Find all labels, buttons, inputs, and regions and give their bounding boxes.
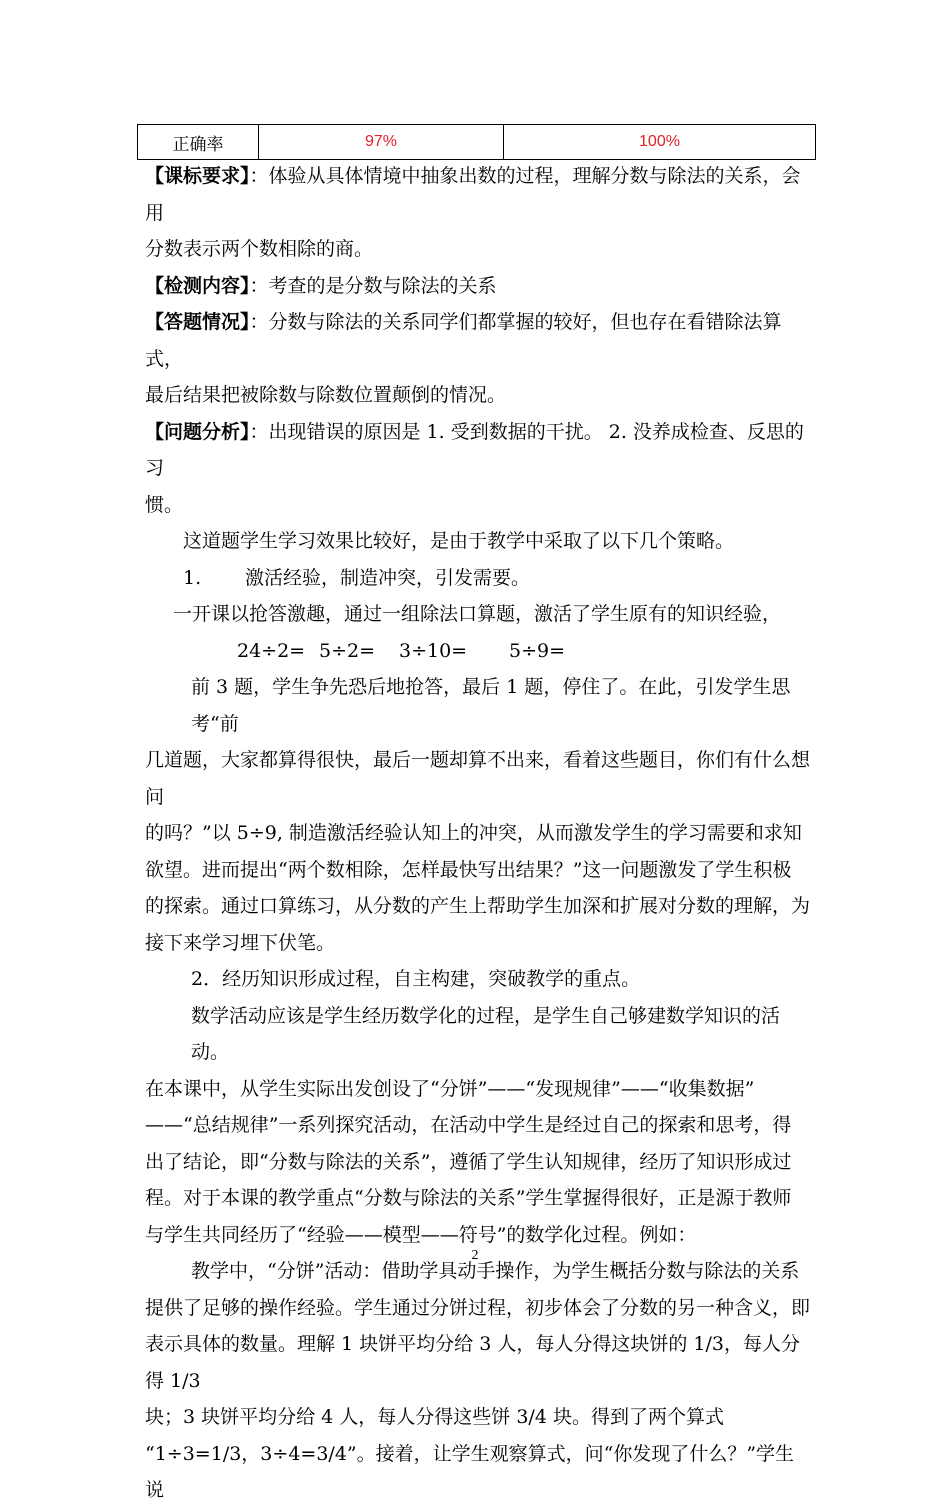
- paragraph-3-line: 与学生共同经历了“经验——模型——符号”的数学化过程。例如：: [145, 1223, 697, 1246]
- paragraph-4-line: 块；3 块饼平均分给 4 人，每人分得这些饼 3/4 块。得到了两个算式: [145, 1406, 724, 1428]
- paragraph-2-line: 的吗？”以 5÷9, 制造激活经验认知上的冲突，从而激发学生的学习需要和求知: [145, 822, 802, 844]
- jiance-line1: 【检测内容】：考查的是分数与除法的关系: [145, 274, 497, 297]
- paragraph-2-line: 前 3 题，学生争先恐后地抢答，最后 1 题，停住了。在此，引发学生思考“前: [191, 676, 791, 735]
- paragraph-3-line: 数学活动应该是学生经历数学化的过程，是学生自己够建数学知识的活动。: [191, 1004, 781, 1063]
- paragraph-3-line: 在本课中，从学生实际出发创设了“分饼”——“发现规律”——“收集数据”: [145, 1077, 755, 1100]
- paragraph-2-line: 欲望。进而提出“两个数相除，怎样最快写出结果？”这一问题激发了学生积极: [145, 858, 792, 881]
- paragraph-4-line: “1÷3=1/3，3÷4=3/4”。接着，让学生观察算式，问“你发现了什么？”学生说: [145, 1442, 795, 1501]
- accuracy-value-1: 97%: [259, 125, 504, 160]
- accuracy-value-2: 100%: [504, 125, 816, 160]
- dati-heading: 【答题情况】: [145, 311, 250, 333]
- calc-3: 3÷10=: [399, 639, 468, 662]
- calc-4: 5÷9=: [509, 639, 566, 662]
- paragraph-4-line: 提供了足够的操作经验。学生通过分饼过程，初步体会了分数的另一种含义，即: [145, 1296, 811, 1319]
- paragraph-3-line: 出了结论，即“分数与除法的关系”，遵循了学生认知规律，经历了知识形成过: [145, 1150, 792, 1173]
- calc-1: 24÷2=: [237, 639, 306, 662]
- kebiao-heading: 【课标要求】: [145, 165, 250, 187]
- wenti-line1: 【问题分析】：出现错误的原因是 1. 受到数据的干扰。 2. 没养成检查、反思的习: [145, 420, 804, 479]
- intro-paragraph: 这道题学生学习效果比较好，是由于教学中采取了以下几个策略。: [183, 530, 735, 552]
- calc-2: 5÷2=: [319, 639, 376, 662]
- calc-row: [145, 633, 813, 670]
- item-number: 1.: [183, 566, 202, 589]
- wenti-heading: 【问题分析】: [145, 420, 250, 443]
- paragraph-4-line: 教学中，“分饼”活动：借助学具动手操作，为学生概括分数与除法的关系: [191, 1260, 800, 1282]
- dati-line2: 最后结果把被除数与除数位置颠倒的情况。: [145, 384, 507, 406]
- kebiao-line1: 【课标要求】：体验从具体情境中抽象出数的过程，理解分数与除法的关系，会用: [145, 165, 801, 224]
- body-text: [145, 158, 813, 1509]
- paragraph-3-line: 程。对于本课的教学重点“分数与除法的关系”学生掌握得很好，正是源于教师: [145, 1187, 792, 1209]
- kebiao-line2: 分数表示两个数相除的商。: [145, 238, 374, 260]
- paragraph-2-line: 接下来学习埋下伏笔。: [145, 931, 336, 954]
- table-row: [138, 125, 816, 160]
- strategy-item-2: 2．经历知识形成过程，自主构建，突破教学的重点。: [191, 968, 641, 990]
- dati-line1: 【答题情况】：分数与除法的关系同学们都掌握的较好，但也存在看错除法算式，: [145, 311, 782, 370]
- item-title: 激活经验，制造冲突，引发需要。: [245, 566, 531, 589]
- accuracy-table: [137, 124, 816, 160]
- paragraph-3-line: ——“总结规律”一系列探究活动，在活动中学生是经过自己的探索和思考，得: [145, 1114, 792, 1136]
- strategy-item-1: [145, 560, 813, 597]
- accuracy-label: 正确率: [138, 125, 259, 160]
- page-number: 2: [471, 1248, 479, 1263]
- paragraph-2-line: 几道题，大家都算得很快，最后一题却算不出来，看着这些题目，你们有什么想问: [145, 749, 811, 808]
- paragraph-1: 一开课以抢答激趣，通过一组除法口算题，激活了学生原有的知识经验，: [173, 603, 782, 625]
- paragraph-2-line: 的探索。通过口算练习，从分数的产生上帮助学生加深和扩展对分数的理解，为: [145, 895, 811, 917]
- paragraph-4-line: 表示具体的数量。理解 1 块饼平均分给 3 人，每人分得这块饼的 1/3，每人分得 1/3: [145, 1333, 800, 1392]
- jiance-heading: 【检测内容】: [145, 274, 250, 297]
- wenti-line2: 惯。: [145, 493, 184, 516]
